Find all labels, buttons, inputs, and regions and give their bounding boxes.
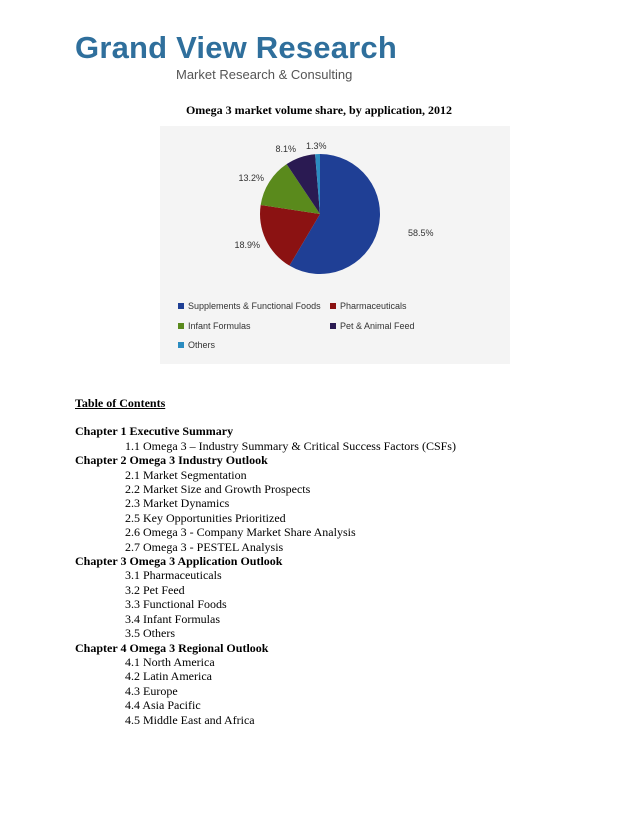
toc-heading: Table of Contents: [75, 396, 166, 410]
logo-name: Grand View Research: [75, 30, 397, 65]
legend-label: Pet & Animal Feed: [340, 321, 415, 331]
legend-swatch: [330, 303, 336, 309]
toc-section: 3.5 Others: [125, 626, 175, 641]
logo-tagline: Market Research & Consulting: [176, 67, 353, 82]
pie-data-label: 58.5%: [408, 228, 434, 238]
pie-data-label: 18.9%: [234, 240, 260, 250]
toc-section: 2.1 Market Segmentation: [125, 467, 247, 482]
legend-label: Infant Formulas: [188, 321, 251, 331]
toc-chapter: Chapter 3 Omega 3 Application Outlook: [75, 554, 283, 569]
toc-section: 3.2 Pet Feed: [125, 582, 185, 597]
legend-item: [178, 321, 251, 331]
toc-section: 2.6 Omega 3 - Company Market Share Analysis: [125, 525, 356, 540]
legend-label: Pharmaceuticals: [340, 301, 407, 311]
legend-item: [178, 301, 321, 311]
legend-item: [330, 321, 415, 331]
toc-section: 3.4 Infant Formulas: [125, 611, 220, 626]
toc-section: 4.4 Asia Pacific: [125, 698, 201, 713]
toc-section: 2.2 Market Size and Growth Prospects: [125, 482, 311, 497]
toc-section: 3.1 Pharmaceuticals: [125, 568, 222, 583]
pie-data-label: 13.2%: [238, 173, 264, 183]
legend-swatch: [330, 323, 336, 329]
legend-label: Others: [188, 340, 216, 350]
pie-data-label: 1.3%: [306, 141, 327, 151]
legend-swatch: [178, 323, 184, 329]
figure-title: Omega 3 market volume share, by application, 2012: [185, 103, 453, 117]
toc-section: 2.7 Omega 3 - PESTEL Analysis: [125, 539, 284, 554]
toc-chapter: Chapter 2 Omega 3 Industry Outlook: [75, 453, 268, 468]
toc-section: 1.1 Omega 3 – Industry Summary & Critical Success Factors (CSFs): [125, 438, 456, 453]
toc-section: 4.3 Europe: [125, 683, 178, 698]
toc-section: 4.5 Middle East and Africa: [125, 712, 255, 727]
toc-section: 4.2 Latin America: [125, 669, 212, 684]
pie-data-label: 8.1%: [275, 144, 296, 154]
toc-chapter: Chapter 4 Omega 3 Regional Outlook: [75, 640, 269, 655]
legend-swatch: [178, 303, 184, 309]
legend-swatch: [178, 342, 184, 348]
legend-item: [178, 340, 215, 350]
toc-section: 2.3 Market Dynamics: [125, 496, 230, 511]
pie-chart-panel: [160, 126, 510, 364]
toc-section: 2.5 Key Opportunities Prioritized: [125, 510, 286, 525]
toc-section: 4.1 North America: [125, 654, 215, 669]
legend-item: [330, 301, 407, 311]
company-logo: [75, 30, 397, 82]
toc-section: 3.3 Functional Foods: [125, 597, 227, 612]
toc-chapter: Chapter 1 Executive Summary: [75, 424, 234, 439]
table-of-contents: [75, 396, 456, 727]
legend-label: Supplements & Functional Foods: [188, 301, 321, 311]
